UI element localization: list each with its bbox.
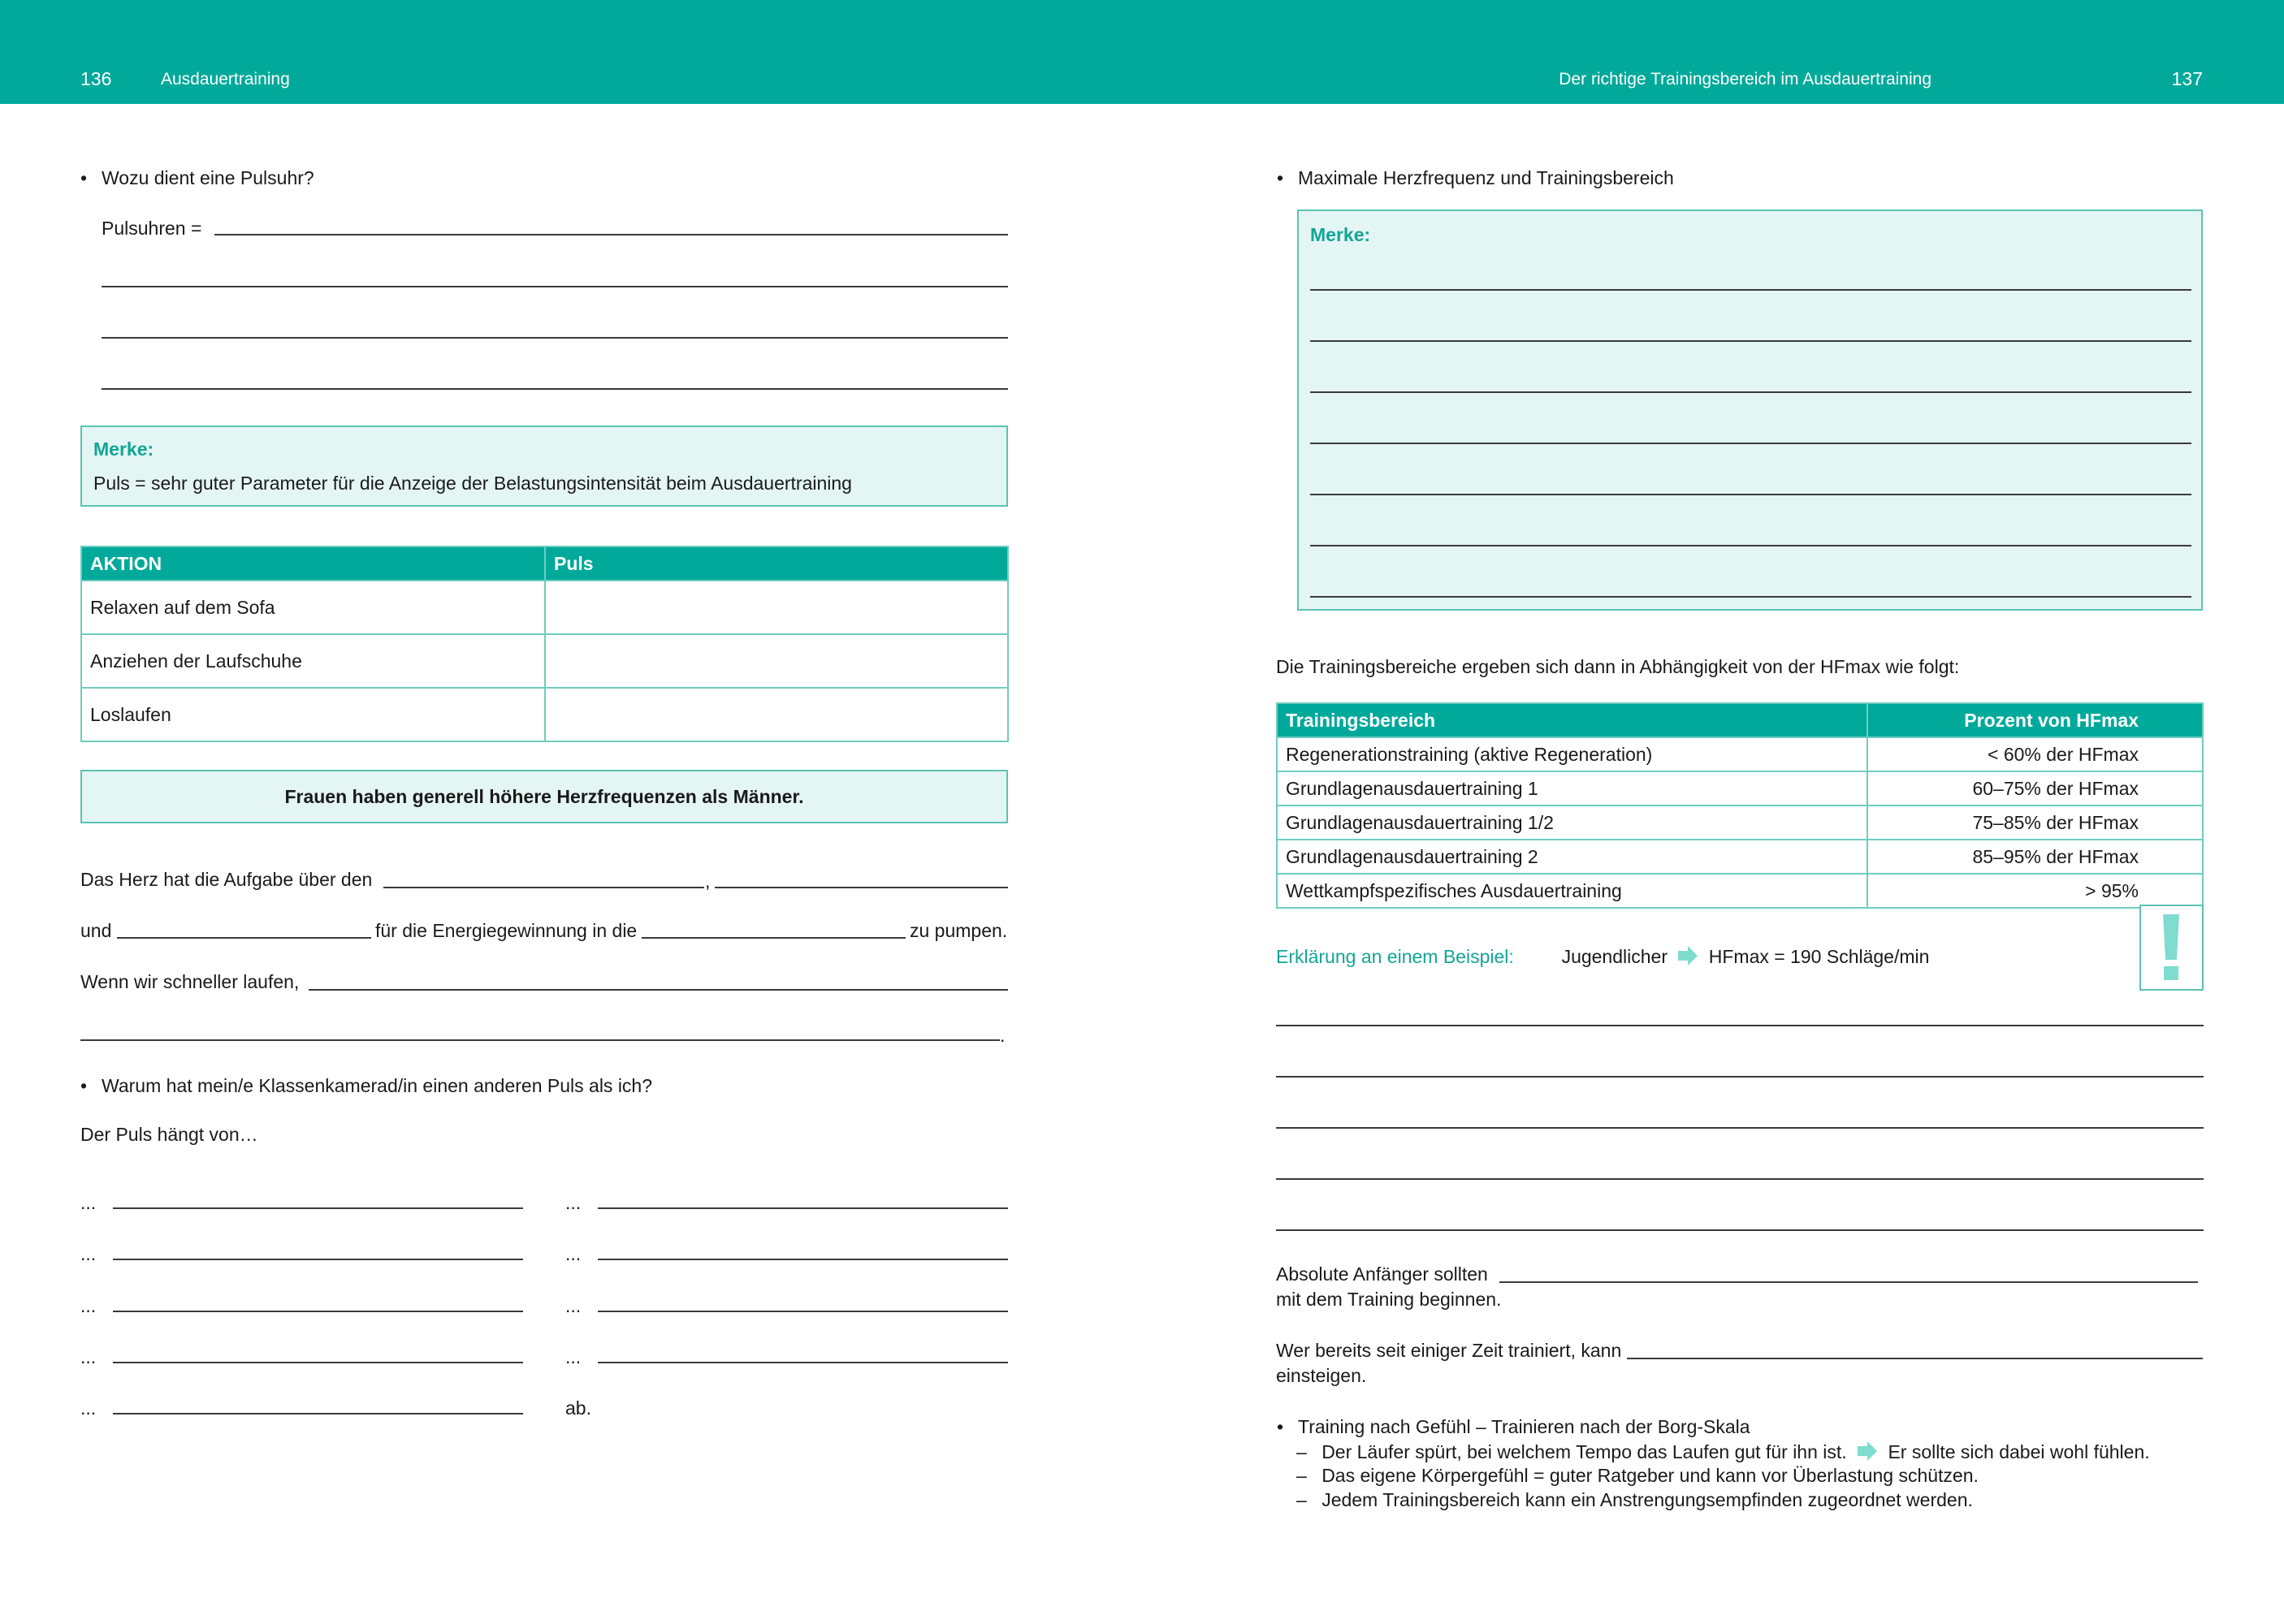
borg-item-after-arrow: Er sollte sich dabei wohl fühlen. (1888, 1441, 2150, 1462)
ellipsis: ... (565, 1243, 582, 1264)
answer-line[interactable] (1276, 1178, 2204, 1180)
blank-line[interactable] (113, 1207, 523, 1209)
zone-name: Wettkampfspezifisches Ausdauertraining (1277, 874, 1867, 908)
pulse-input-cell[interactable] (545, 688, 1008, 741)
zone-percent: < 60% der HFmax (1867, 737, 2203, 771)
answer-line[interactable] (102, 286, 1008, 287)
ab-text: ab. (565, 1397, 591, 1419)
zone-name: Grundlagenausdauertraining 1/2 (1277, 806, 1867, 840)
blank-line[interactable] (80, 1039, 1000, 1041)
answer-line[interactable] (1310, 545, 2191, 546)
herz-pumpen: zu pumpen. (910, 920, 1008, 941)
table-header-aktion: AKTION (81, 546, 545, 581)
table-row (1277, 874, 2203, 908)
pulsuhren-label: Pulsuhren = (102, 218, 202, 239)
answer-line[interactable] (1310, 443, 2191, 444)
answer-line[interactable] (1276, 1076, 2204, 1078)
answer-line[interactable] (1276, 1229, 2204, 1231)
borg-item (1296, 1440, 2150, 1463)
zone-percent: 75–85% der HFmax (1867, 806, 2203, 840)
blank-line[interactable] (1499, 1281, 2198, 1283)
blank-line[interactable] (117, 937, 371, 939)
blank-line[interactable] (113, 1311, 523, 1312)
action-cell: Loslaufen (81, 688, 545, 741)
left-page-number: 136 (80, 68, 112, 89)
borg-item (1296, 1489, 1973, 1511)
table-header-puls: Puls (545, 546, 1008, 581)
answer-line[interactable] (1276, 1127, 2204, 1129)
merke-title: Merke: (93, 438, 154, 460)
schneller-laufen: Wenn wir schneller laufen, (80, 971, 300, 992)
trainiert-text: Wer bereits seit einiger Zeit trainiert, kann (1276, 1340, 1622, 1361)
callout-frauen: Frauen haben generell höhere Herzfrequenzen als Männer. (80, 770, 1008, 823)
answer-line[interactable] (1310, 596, 2191, 598)
zone-percent: > 95% (1867, 874, 2203, 908)
pulse-input-cell[interactable] (545, 581, 1008, 634)
merke-title: Merke: (1310, 224, 1371, 245)
left-running-title: Ausdauertraining (161, 70, 290, 89)
anfaenger-text: Absolute Anfänger sollten (1276, 1263, 1488, 1285)
blank-line[interactable] (383, 887, 704, 888)
table-row (81, 634, 1008, 688)
anfaenger-end: mit dem Training beginnen. (1276, 1289, 1502, 1310)
zone-percent: 85–95% der HFmax (1867, 840, 2203, 874)
exclamation-icon (2141, 906, 2202, 989)
answer-line[interactable] (1310, 391, 2191, 393)
example-to: HFmax = 190 Schläge/min (1708, 946, 1930, 967)
question-klassenkamerad: • Warum hat mein/e Klassenkamerad/in einen anderen Puls als ich? (102, 1075, 652, 1097)
merke-text: Puls = sehr guter Parameter für die Anzeige der Belastungsintensität beim Ausdauertraining (93, 473, 852, 494)
action-cell: Relaxen auf dem Sofa (81, 581, 545, 634)
borg-item-text: Das eigene Körpergefühl = guter Ratgeber und kann vor Überlastung schützen. (1322, 1465, 1979, 1486)
table-row (1277, 840, 2203, 874)
herz-sentence-start: Das Herz hat die Aufgabe über den (80, 869, 373, 890)
ellipsis: ... (80, 1397, 97, 1419)
ellipsis: ... (80, 1295, 97, 1316)
action-pulse-table (80, 546, 1009, 742)
table-row (81, 688, 1008, 741)
ellipsis: ... (565, 1192, 582, 1213)
page-header-band (0, 0, 2284, 104)
example-row (1276, 945, 1929, 968)
puls-haengt-von: Der Puls hängt von… (80, 1124, 258, 1145)
table-header-trainingsbereich: Trainingsbereich (1277, 703, 1867, 737)
blank-line[interactable] (598, 1311, 1008, 1312)
answer-line[interactable] (1310, 494, 2191, 495)
right-running-title: Der richtige Trainingsbereich im Ausdauertraining (1559, 70, 1931, 89)
blank-line[interactable] (715, 887, 1008, 888)
borg-item-text: Jedem Trainingsbereich kann ein Anstrengungsempfinden zugeordnet werden. (1322, 1489, 1973, 1510)
blank-line[interactable] (598, 1259, 1008, 1260)
dash: – (1296, 1441, 1307, 1462)
table-row (1277, 806, 2203, 840)
question-hfmax: • Maximale Herzfrequenz und Trainingsbereich (1298, 167, 1674, 189)
borg-title: • Training nach Gefühl – Trainieren nach der Borg-Skala (1298, 1416, 1750, 1438)
answer-line[interactable] (1310, 340, 2191, 342)
dash: – (1296, 1465, 1307, 1486)
table-row (81, 581, 1008, 634)
dash: – (1296, 1489, 1307, 1510)
answer-line[interactable] (102, 388, 1008, 390)
training-zones-table (1276, 702, 2204, 909)
action-cell: Anziehen der Laufschuhe (81, 634, 545, 688)
answer-line[interactable] (1276, 1025, 2204, 1026)
blank-line[interactable] (113, 1362, 523, 1363)
table-header-prozent: Prozent von HFmax (1867, 703, 2203, 737)
blank-line[interactable] (113, 1413, 523, 1415)
ellipsis: ... (80, 1346, 97, 1367)
zone-name: Grundlagenausdauertraining 2 (1277, 840, 1867, 874)
zone-name: Regenerationstraining (aktive Regeneration) (1277, 737, 1867, 771)
example-from: Jugendlicher (1561, 946, 1668, 967)
question-pulsuhr: • Wozu dient eine Pulsuhr? (102, 167, 314, 189)
herz-energie: für die Energiegewinnung in die (375, 920, 638, 941)
exclamation-box (2139, 905, 2204, 991)
right-page-number: 137 (2171, 68, 2203, 89)
blank-line[interactable] (113, 1259, 523, 1260)
blank-line[interactable] (598, 1362, 1008, 1363)
zone-name: Grundlagenausdauertraining 1 (1277, 771, 1867, 806)
herz-und: und (80, 920, 112, 941)
comma: , (705, 870, 711, 892)
answer-line[interactable] (102, 337, 1008, 339)
merke-box-hfmax (1297, 209, 2203, 611)
table-row (1277, 737, 2203, 771)
answer-line[interactable] (1310, 289, 2191, 291)
pulse-input-cell[interactable] (545, 634, 1008, 688)
borg-item-text: Der Läufer spürt, bei welchem Tempo das Laufen gut für ihn ist. (1322, 1441, 1847, 1462)
table-row (1277, 771, 2203, 806)
ellipsis: ... (565, 1346, 582, 1367)
blank-line[interactable] (309, 989, 1008, 991)
ellipsis: ... (80, 1192, 97, 1213)
zones-intro: Die Trainingsbereiche ergeben sich dann in Abhängigkeit von der HFmax wie folgt: (1276, 656, 1960, 677)
borg-item (1296, 1465, 1979, 1487)
arrow-right-icon (1857, 1440, 1878, 1462)
merke-box-puls (80, 425, 1008, 507)
trainiert-end: einsteigen. (1276, 1365, 1367, 1386)
blank-line[interactable] (598, 1207, 1008, 1209)
blank-line[interactable] (1627, 1358, 2203, 1359)
answer-line[interactable] (214, 234, 1008, 235)
zone-percent: 60–75% der HFmax (1867, 771, 2203, 806)
period: . (1000, 1025, 1006, 1046)
example-label: Erklärung an einem Beispiel: (1276, 946, 1514, 967)
ellipsis: ... (80, 1243, 97, 1264)
arrow-right-icon (1677, 945, 1698, 966)
blank-line[interactable] (642, 937, 906, 939)
ellipsis: ... (565, 1295, 582, 1316)
